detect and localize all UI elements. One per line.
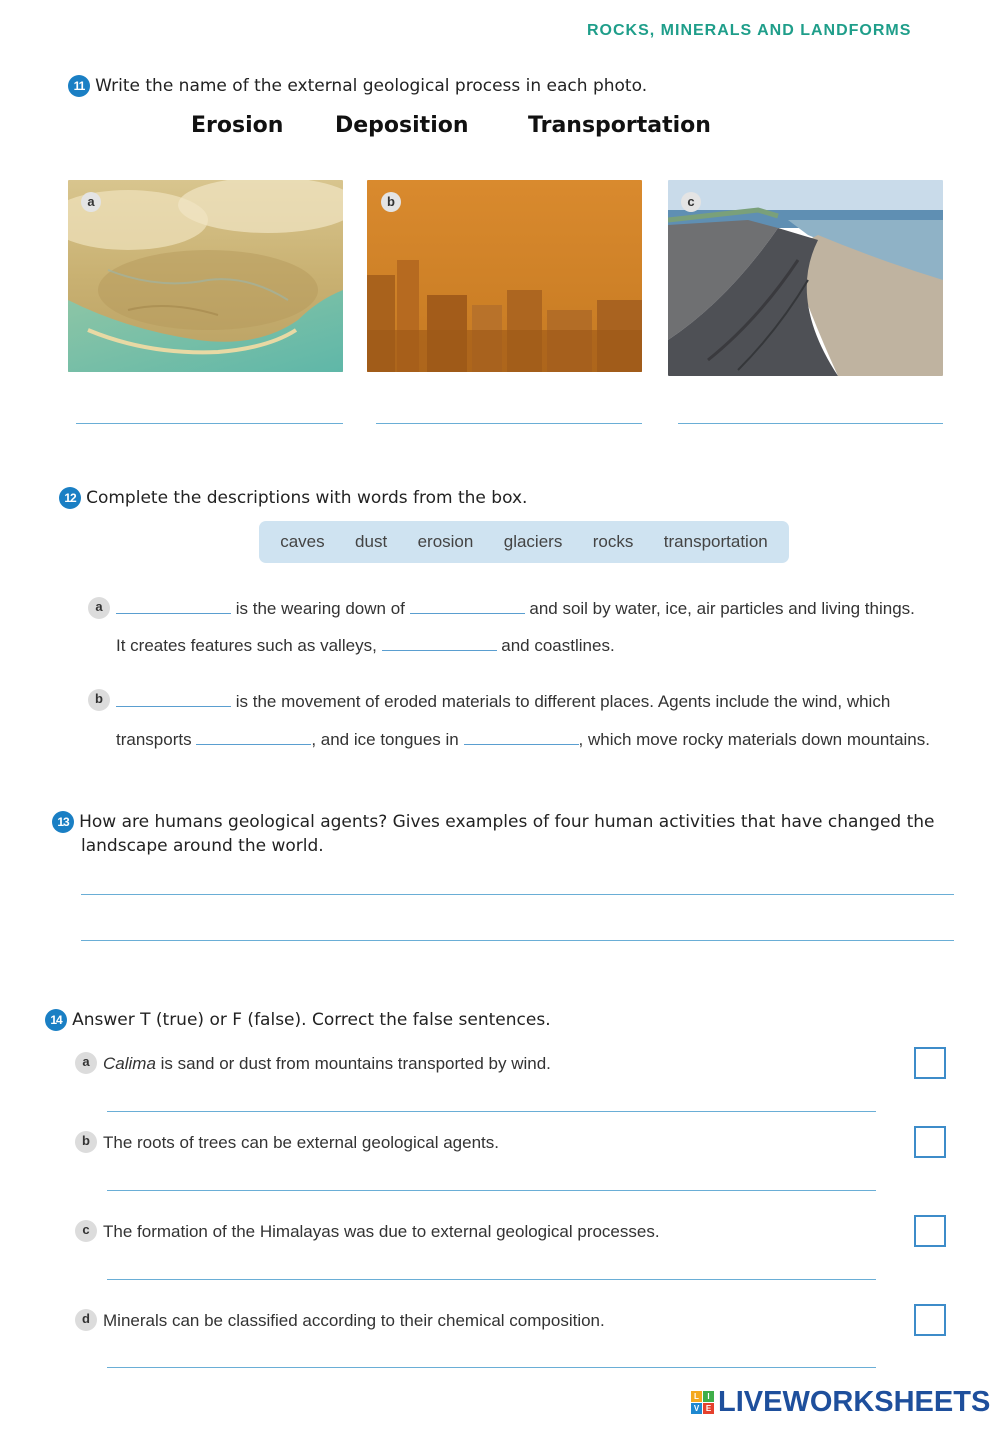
- photo-c-label: c: [681, 192, 701, 212]
- q12a-line1: [116, 599, 915, 619]
- q12a-text-4: and coastlines.: [501, 636, 615, 655]
- q14-number-badge: 14: [45, 1009, 67, 1031]
- photo-b-label: b: [381, 192, 401, 212]
- q12b-blank-2[interactable]: [196, 730, 311, 745]
- q13-answer-line-1[interactable]: [81, 894, 954, 895]
- q12b-text-1: is the movement of eroded materials to different places. Agents include the wind, which: [235, 692, 891, 711]
- drag-word-deposition[interactable]: Deposition: [335, 113, 469, 138]
- liveworksheets-logo: [691, 1386, 990, 1419]
- box-word-glaciers: glaciers: [503, 532, 563, 551]
- drag-word-erosion[interactable]: Erosion: [191, 113, 284, 138]
- q12b-blank-1[interactable]: [116, 692, 231, 707]
- q14d-answer-line[interactable]: [107, 1367, 876, 1368]
- q11-prompt: Write the name of the external geological process in each photo.: [95, 76, 648, 96]
- q14a-checkbox[interactable]: [914, 1047, 946, 1079]
- q12-prompt: Complete the descriptions with words from the box.: [86, 488, 528, 508]
- logo-mark-l: L: [691, 1391, 702, 1402]
- q12b-text-4: , which move rocky materials down mountains.: [578, 730, 930, 749]
- photo-a-answer-line[interactable]: [76, 423, 343, 424]
- page-header-title: ROCKS, MINERALS AND LANDFORMS: [587, 22, 912, 39]
- q12b-label: b: [88, 689, 110, 711]
- q14a-answer-line[interactable]: [107, 1111, 876, 1112]
- q11-number-badge: 11: [68, 75, 90, 97]
- box-word-transportation: transportation: [663, 532, 768, 551]
- q14c-answer-line[interactable]: [107, 1279, 876, 1280]
- q14a-text: is sand or dust from mountains transported by wind.: [155, 1054, 551, 1073]
- q13-answer-line-2[interactable]: [81, 940, 954, 941]
- box-word-caves: caves: [280, 532, 325, 551]
- logo-mark-i: I: [703, 1391, 714, 1402]
- logo-mark-e: E: [703, 1403, 714, 1414]
- q14c-statement: The formation of the Himalayas was due to external geological processes.: [103, 1222, 660, 1241]
- q12a-text-3: It creates features such as valleys,: [116, 636, 377, 655]
- logo-mark-v: V: [691, 1403, 702, 1414]
- q12b-blank-3[interactable]: [464, 730, 579, 745]
- q12-number-badge: 12: [59, 487, 81, 509]
- q12a-label: a: [88, 597, 110, 619]
- liveworksheets-logo-text: LIVEWORKSHEETS: [718, 1386, 991, 1418]
- q13-prompt-line2: landscape around the world.: [81, 836, 324, 856]
- q14c-label: c: [75, 1220, 97, 1242]
- q14d-statement: Minerals can be classified according to their chemical composition.: [103, 1311, 605, 1330]
- q12b-line2: [116, 730, 930, 750]
- box-word-erosion: erosion: [417, 532, 474, 551]
- q14d-checkbox[interactable]: [914, 1304, 946, 1336]
- q12-heading: [59, 487, 527, 509]
- photo-a-label: a: [81, 192, 101, 212]
- q14a-italic: Calima: [103, 1054, 156, 1073]
- q14b-label: b: [75, 1131, 97, 1153]
- q13-heading: [52, 811, 935, 833]
- q14b-statement: The roots of trees can be external geological agents.: [103, 1133, 499, 1152]
- q14-prompt: Answer T (true) or F (false). Correct the false sentences.: [72, 1010, 551, 1030]
- box-word-rocks: rocks: [592, 532, 634, 551]
- q12b-line1: [116, 692, 890, 712]
- q12a-blank-2[interactable]: [410, 599, 525, 614]
- photo-b-answer-line[interactable]: [376, 423, 642, 424]
- photo-c-coastline: [668, 180, 943, 376]
- liveworksheets-logo-icon: [691, 1391, 715, 1415]
- q12a-text-2: and soil by water, ice, air particles and living things.: [529, 599, 915, 618]
- q13-number-badge: 13: [52, 811, 74, 833]
- q12b-text-2: transports: [116, 730, 192, 749]
- q14a-statement: [103, 1054, 551, 1074]
- q12a-line2: [116, 636, 615, 656]
- box-word-dust: dust: [355, 532, 388, 551]
- q12b-text-3: , and ice tongues in: [311, 730, 459, 749]
- q11-heading: [68, 75, 647, 97]
- photo-c-answer-line[interactable]: [678, 423, 943, 424]
- q13-prompt-line1: How are humans geological agents? Gives examples of four human activities that have changed the: [79, 812, 935, 832]
- photo-b-dust-storm: [367, 180, 642, 372]
- drag-word-transportation[interactable]: Transportation: [528, 113, 711, 138]
- q14-heading: [45, 1009, 551, 1031]
- q12a-blank-3[interactable]: [382, 636, 497, 651]
- q14b-checkbox[interactable]: [914, 1126, 946, 1158]
- q14b-answer-line[interactable]: [107, 1190, 876, 1191]
- photo-a-delta: [68, 180, 343, 372]
- q12-word-box: [259, 521, 789, 563]
- q14c-checkbox[interactable]: [914, 1215, 946, 1247]
- q12a-blank-1[interactable]: [116, 599, 231, 614]
- q14d-label: d: [75, 1309, 97, 1331]
- q14a-label: a: [75, 1052, 97, 1074]
- q12a-text-1: is the wearing down of: [235, 599, 405, 618]
